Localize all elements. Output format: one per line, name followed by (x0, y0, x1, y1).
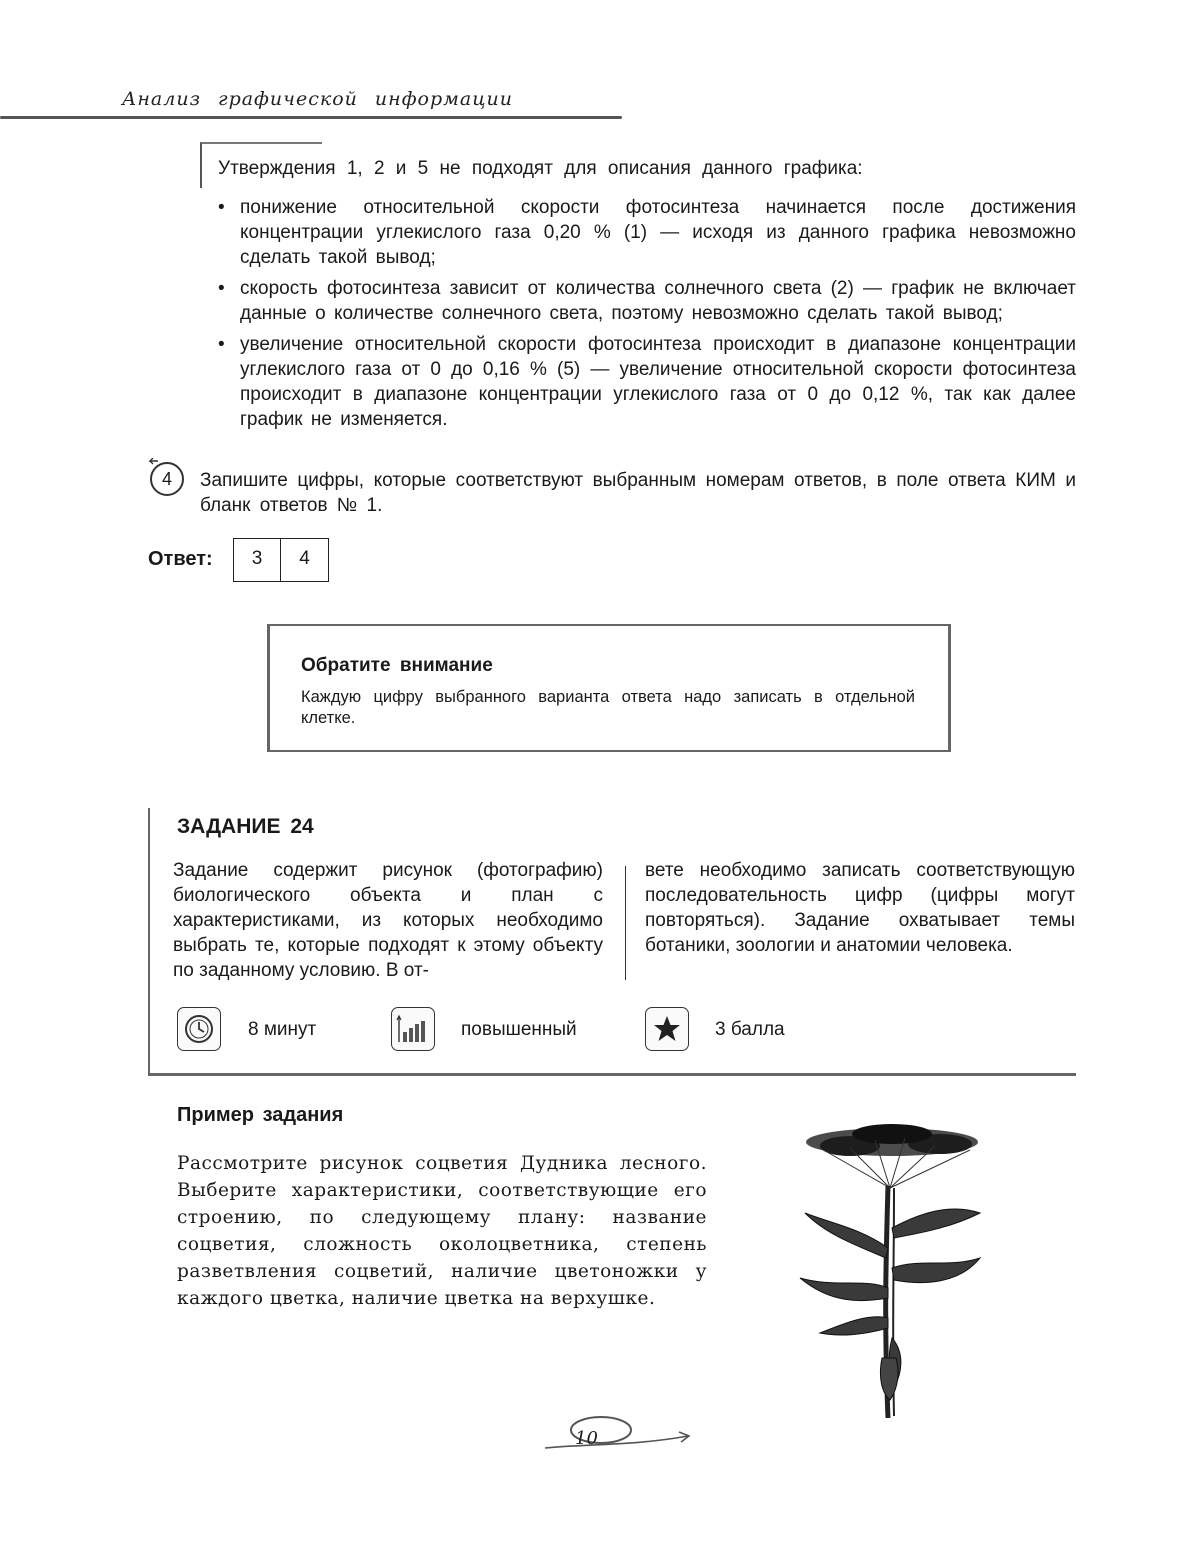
statements-intro: Утверждения 1, 2 и 5 не подходят для описания данного графика: (218, 158, 863, 179)
task-description-left: Задание содержит рисунок (фотографию) биологического объекта и план с характеристиками, из которых необходимо выбрать те, которые подходят к этому объекту по заданному условию. В от- (173, 860, 603, 981)
answer-label: Ответ: (148, 548, 213, 570)
clock-icon (177, 1007, 221, 1051)
column-divider (625, 866, 626, 980)
statements-list (218, 195, 1076, 438)
list-item: • скорость фотосинтеза зависит от количества солнечного света (2) — график не включает данные о количестве солнечного света, поэтому невозможно сделать такой вывод; (218, 276, 1076, 326)
level-label: повышенный (461, 1019, 577, 1040)
page-number-swirl (543, 1412, 693, 1456)
example-text: Рассмотрите рисунок соцветия Дудника лесного. Выберите характеристики, соответствующие его строению, по следующему плану: название соцветия, сложность околоцветника, степень разветвления соцветий, наличие цветоножки у каждого цветка, наличие цветка на верхушке. (177, 1153, 707, 1309)
cycle-arrow-icon (146, 458, 160, 472)
score-label: 3 балла (715, 1019, 785, 1040)
star-icon (645, 1007, 689, 1051)
angelica-plant-illustration (790, 1118, 1000, 1418)
task-description-right: вете необходимо записать соответствующую последовательность цифр (цифры могут повторяться). Задание охватывает темы ботаники, зоологии и анатомии человека. (645, 860, 1075, 956)
task-title: ЗАДАНИЕ 24 (177, 815, 314, 838)
header-rule (0, 116, 622, 119)
answer-cell: 4 (299, 548, 310, 569)
bar-chart-icon (391, 1007, 435, 1051)
list-item: • увеличение относительной скорости фотосинтеза происходит в диапазоне концентрации углекислого газа от 0 до 0,16 % (5) — увеличение относительной скорости фотосинтеза происходит в диапазоне концентрации углекислого газа от 0 до 0,12 %, так как далее график не изменяется. (218, 332, 1076, 432)
page-number: 10 (575, 1428, 598, 1449)
step-instruction: Запишите цифры, которые соответствуют выбранным номерам ответов, в поле ответа КИМ и бланк ответов № 1. (200, 470, 1076, 516)
example-title: Пример задания (177, 1104, 344, 1126)
note-title: Обратите внимание (301, 655, 493, 676)
answer-grid (233, 538, 329, 582)
answer-cell: 3 (234, 539, 281, 581)
list-item: • понижение относительной скорости фотосинтеза начинается после достижения концентрации углекислого газа 0,20 % (1) — исходя из данного графика невозможно сделать такой вывод; (218, 195, 1076, 270)
step-number-badge: 4 (150, 462, 184, 496)
note-text: Каждую цифру выбранного варианта ответа надо записать в отдельной клетке. (301, 688, 915, 727)
running-head: Анализ графической информации (122, 88, 513, 110)
time-label: 8 минут (248, 1019, 317, 1040)
